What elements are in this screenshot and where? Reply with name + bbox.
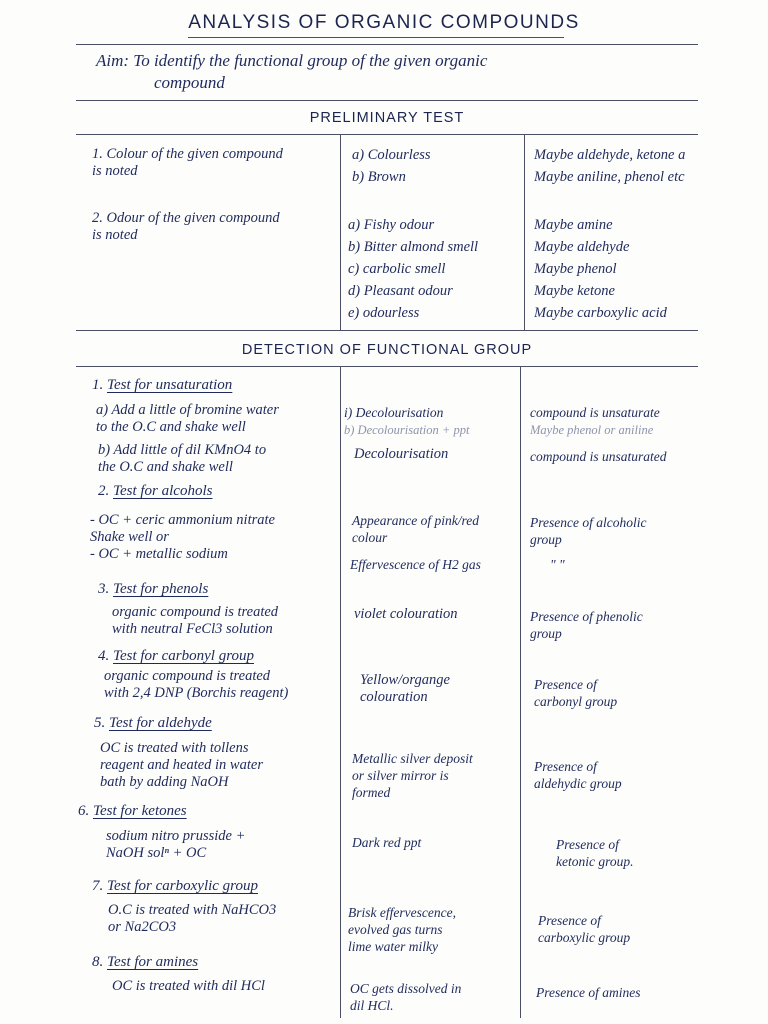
test-3-inference: Presence of phenolic group: [530, 609, 643, 641]
rule-detection-head: [76, 366, 698, 367]
test-7-observation: Brisk effervescence, evolved gas turns lime water milky: [348, 905, 456, 954]
prelim-test-2: 2. Odour of the given compound is noted: [92, 210, 280, 243]
observation-item: c) carbolic smell: [348, 261, 446, 277]
test-1-title: 1. Test for unsaturation: [92, 377, 233, 393]
prelim-inferences-1: [534, 144, 700, 188]
detection-heading: DETECTION OF FUNCTIONAL GROUP: [241, 342, 533, 358]
inference-item: Maybe carboxylic acid: [534, 305, 667, 321]
test-7-title: 7. Test for carboxylic group: [92, 878, 258, 894]
test-7-experiment: O.C is treated with NaHCO3 or Na2CO3: [108, 902, 277, 935]
test-7-inference: Presence of carboxylic group: [538, 913, 631, 945]
test-5-title: 5. Test for aldehyde: [94, 715, 212, 731]
page-title: ANALYSIS OF ORGANIC COMPOUNDS: [188, 12, 580, 33]
detection-col-divider-1: [340, 366, 341, 1018]
test-2-inference-2: " ": [550, 557, 565, 572]
test-4-inference: Presence of carbonyl group: [534, 677, 618, 709]
test-1a-observation: i) Decolourisation: [344, 405, 444, 420]
test-8-inference: Presence of amines: [536, 985, 641, 1000]
test-2-experiment-1: - OC + ceric ammonium nitrate Shake well or: [90, 512, 275, 545]
test-2-observation-2: Effervescence of H2 gas: [350, 557, 481, 572]
prelim-observations-1: [352, 144, 522, 188]
observation-item: b) Brown: [352, 169, 406, 185]
test-2-inference-1: Presence of alcoholic group: [530, 515, 647, 547]
test-5-observation: Metallic silver deposit or silver mirror is formed: [352, 751, 473, 800]
test-8-title: 8. Test for amines: [92, 954, 199, 970]
test-3-observation: violet colouration: [354, 606, 458, 622]
observation-item: b) Bitter almond smell: [348, 239, 479, 255]
rule-prelim-end: [76, 330, 698, 331]
test-8-experiment: OC is treated with dil HCl: [112, 978, 265, 994]
test-1a-observation-2: b) Decolourisation + ppt: [344, 423, 470, 437]
test-8-observation: OC gets dissolved in dil HCl.: [350, 981, 462, 1013]
aim-line-2: compound: [154, 73, 225, 92]
test-3-experiment: organic compound is treated with neutral FeCl3 solution: [112, 604, 279, 637]
prelim-observations-2: [348, 214, 522, 324]
test-1b-observation: Decolourisation: [354, 446, 449, 462]
prelim-col-divider-1: [340, 134, 341, 330]
test-5-inference: Presence of aldehydic group: [534, 759, 622, 791]
detection-col-divider-2: [520, 366, 521, 1018]
observation-item: a) Fishy odour: [348, 217, 435, 233]
rule-top: [76, 44, 698, 45]
test-4-experiment: organic compound is treated with 2,4 DNP (Borchis reagent): [104, 668, 289, 701]
test-1b-inference: compound is unsaturated: [530, 449, 667, 464]
observation-item: e) odourless: [348, 305, 420, 321]
inference-item: Maybe ketone: [534, 283, 615, 299]
observation-item: a) Colourless: [352, 147, 431, 163]
test-2-title: 2. Test for alcohols: [98, 483, 213, 499]
inference-item: Maybe aldehyde, ketone a: [534, 147, 686, 163]
rule-prelim-head: [76, 134, 698, 135]
test-6-title: 6. Test for ketones: [78, 803, 187, 819]
test-1b-experiment: b) Add little of dil KMnO4 to the O.C and shake well: [98, 442, 267, 475]
rule-after-aim: [76, 100, 698, 101]
test-4-observation: Yellow/organge colouration: [360, 672, 450, 705]
test-5-experiment: OC is treated with tollens reagent and heated in water bath by adding NaOH: [100, 740, 263, 790]
inference-item: Maybe phenol: [534, 261, 617, 277]
test-1a-inference-2: Maybe phenol or aniline: [530, 423, 654, 437]
test-6-inference: Presence of ketonic group.: [556, 837, 634, 869]
preliminary-heading: PRELIMINARY TEST: [309, 110, 465, 126]
inference-item: Maybe aldehyde: [534, 239, 630, 255]
inference-item: Maybe aniline, phenol etc: [534, 169, 685, 185]
aim-line-1: Aim: To identify the functional group of the given organic: [96, 51, 488, 70]
test-1a-experiment: a) Add a little of bromine water to the O.C and shake well: [96, 402, 279, 435]
prelim-col-divider-2: [524, 134, 525, 330]
prelim-test-1: 1. Colour of the given compound is noted: [92, 146, 283, 179]
title-underline: [188, 37, 564, 38]
observation-item: d) Pleasant odour: [348, 283, 453, 299]
test-4-title: 4. Test for carbonyl group: [98, 648, 254, 664]
aim-text: [96, 50, 706, 94]
inference-item: Maybe amine: [534, 217, 613, 233]
test-6-observation: Dark red ppt: [352, 835, 422, 850]
test-3-title: 3. Test for phenols: [98, 581, 209, 597]
test-6-experiment: sodium nitro prusside + NaOH solⁿ + OC: [106, 828, 246, 861]
test-2-observation-1: Appearance of pink/red colour: [352, 513, 479, 545]
test-1a-inference: compound is unsaturate: [530, 405, 660, 420]
prelim-inferences-2: [534, 214, 700, 324]
test-2-experiment-2: - OC + metallic sodium: [90, 546, 228, 562]
